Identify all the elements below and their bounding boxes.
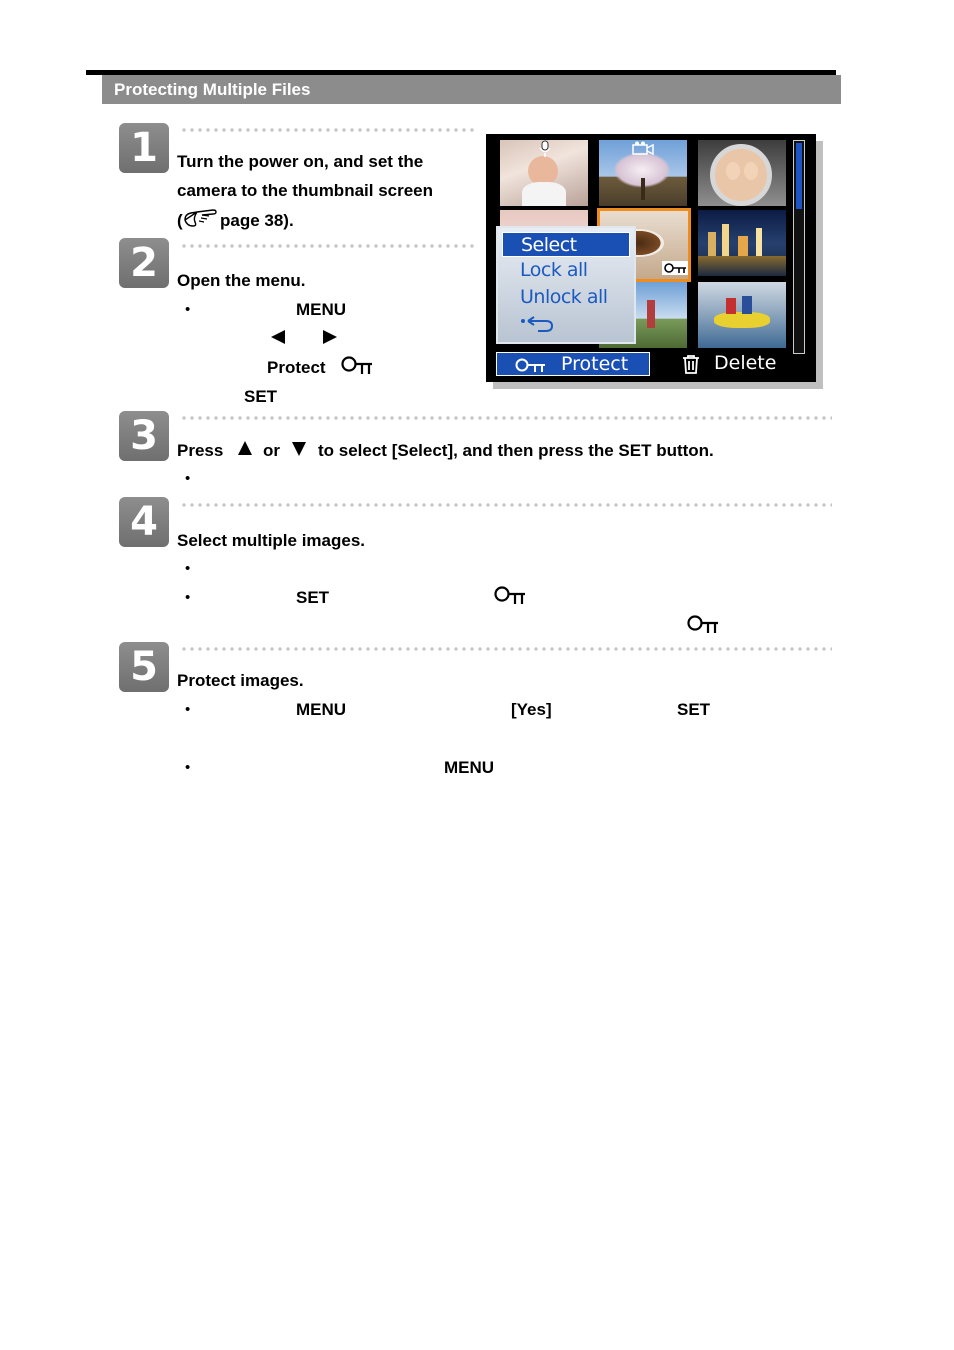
step-5-yes-label: [Yes] <box>511 700 552 719</box>
video-clip-icon <box>631 141 655 157</box>
step-4-divider <box>180 503 832 507</box>
delete-button-label: Delete <box>714 352 777 374</box>
thumbnail-baby[interactable] <box>500 140 588 206</box>
menu-item-select[interactable]: Select <box>502 232 630 257</box>
thumbnail-jetski[interactable] <box>698 282 786 348</box>
menu-item-lock-all[interactable]: Lock all <box>520 259 588 281</box>
step-5-divider <box>180 647 832 651</box>
step-5-menu-label: MENU <box>296 700 347 719</box>
step-3-badge: 3 <box>119 411 169 461</box>
protected-key-icon <box>662 261 688 275</box>
step-2-bullet: • <box>185 301 191 318</box>
key-icon <box>494 585 526 605</box>
step-5-title: Protect images. <box>177 671 304 690</box>
down-arrow-icon <box>291 441 307 457</box>
step-5-menu-label-2: MENU <box>444 758 495 777</box>
step-3-bullet: • <box>185 470 191 487</box>
step-2-title: Open the menu. <box>177 271 306 290</box>
key-icon <box>515 357 547 373</box>
step-4-bullet-1: • <box>185 560 191 577</box>
step-2-badge: 2 <box>119 238 169 288</box>
step-1-divider <box>180 128 476 132</box>
protect-button-label: Protect <box>561 353 629 375</box>
step-5-badge: 5 <box>119 642 169 692</box>
trash-icon <box>682 354 700 374</box>
scrollbar-thumb[interactable] <box>796 143 802 209</box>
step-4-set-label: SET <box>296 588 330 607</box>
thumbnail-city-night[interactable] <box>698 210 786 276</box>
left-arrow-icon <box>270 329 286 345</box>
step-2-protect-label: Protect <box>267 358 326 377</box>
key-icon <box>341 355 373 375</box>
key-icon <box>687 614 719 634</box>
return-arrow-icon <box>520 315 554 333</box>
protect-popup-menu <box>496 226 636 344</box>
up-arrow-icon <box>237 440 253 456</box>
section-title: Protecting Multiple Files <box>102 75 841 104</box>
step-2-menu-label: MENU <box>296 300 347 319</box>
protect-button[interactable] <box>496 352 650 376</box>
step-4-bullet-2: • <box>185 589 191 606</box>
menu-item-unlock-all[interactable]: Unlock all <box>520 286 608 308</box>
menu-item-return[interactable] <box>502 311 630 336</box>
right-arrow-icon <box>322 329 338 345</box>
step-2-divider <box>180 244 476 248</box>
step-5-set-label: SET <box>677 700 711 719</box>
step-3-press: Press <box>177 441 224 460</box>
pointing-hand-icon <box>183 206 219 228</box>
step-3-or: or <box>263 441 280 460</box>
step-5-bullet-1: • <box>185 701 191 718</box>
step-2-set-label: SET <box>244 387 278 406</box>
step-5-bullet-2: • <box>185 759 191 776</box>
step-1-badge: 1 <box>119 123 169 173</box>
step-4-title: Select multiple images. <box>177 531 366 550</box>
delete-button[interactable] <box>680 352 790 376</box>
step-3-divider <box>180 416 832 420</box>
step-3-instruction: to select [Select], and then press the SET button. <box>318 441 714 460</box>
voice-memo-icon <box>538 140 552 158</box>
step-1-line-1: Turn the power on, and set the <box>177 152 424 171</box>
step-4-badge: 4 <box>119 497 169 547</box>
thumbnail-tree[interactable] <box>599 140 687 206</box>
thumbnail-scrollbar[interactable] <box>793 140 805 354</box>
step-1-line-3-page: page 38). <box>220 211 294 230</box>
camera-screen <box>486 134 816 382</box>
step-1-line-2: camera to the thumbnail screen <box>177 181 434 200</box>
thumbnail-kids[interactable] <box>698 140 786 206</box>
step-1-line-3-open: ( <box>177 211 183 230</box>
